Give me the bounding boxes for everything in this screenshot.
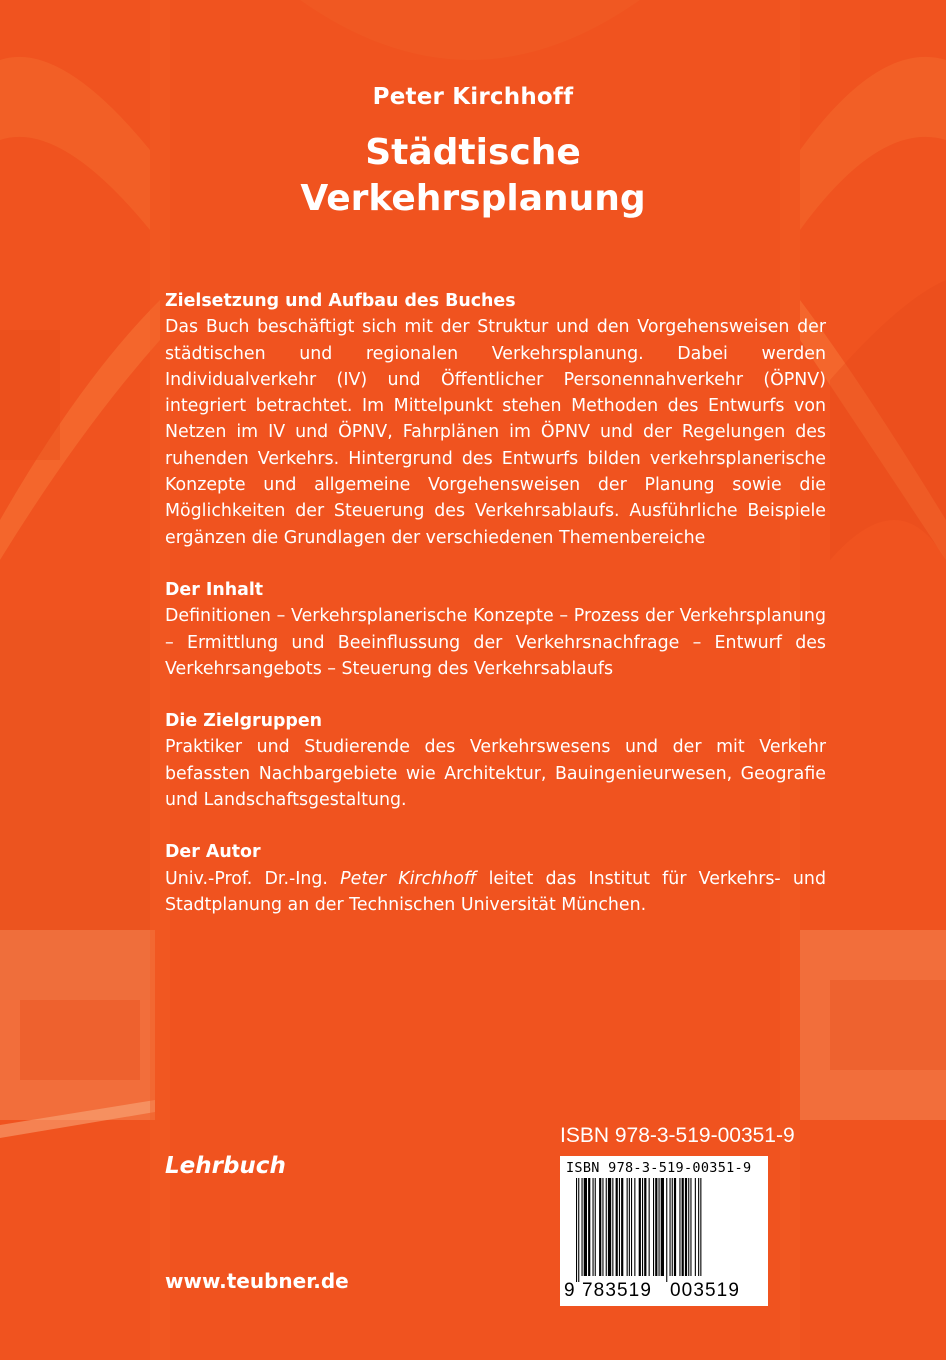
- barcode-bar: [674, 1178, 676, 1276]
- barcode-bar: [576, 1178, 577, 1282]
- barcode-bar: [688, 1178, 689, 1276]
- barcode-bar: [679, 1178, 680, 1276]
- barcode-bar: [616, 1178, 618, 1276]
- barcode-bar: [631, 1178, 632, 1276]
- barcode-bars: [576, 1178, 756, 1282]
- barcode-bar: [659, 1178, 660, 1276]
- barcode-bar: [644, 1178, 646, 1276]
- barcode-bar: [593, 1178, 594, 1276]
- barcode-bar: [639, 1178, 641, 1276]
- barcode-bar: [584, 1178, 587, 1276]
- section-heading: Zielsetzung und Aufbau des Buches: [165, 291, 516, 311]
- section-text: Praktiker und Studierende des Verkehrswesens und der mit Verkehr befassten Nachbargebiete wie Architektur, Bauingenieurwesen, Geografie und Landschaftsgestaltung.: [165, 737, 826, 811]
- barcode-right-digits: 003519: [670, 1280, 741, 1301]
- section-author: [165, 839, 826, 918]
- barcode-bar: [621, 1178, 623, 1276]
- section-text: [165, 866, 826, 919]
- barcode-bar: [685, 1178, 687, 1276]
- author-name: Peter Kirchhoff: [372, 84, 574, 110]
- barcode-bar: [595, 1178, 596, 1276]
- section-contents: [165, 577, 826, 682]
- barcode-bar: [695, 1178, 696, 1276]
- barcode-bar: [690, 1178, 691, 1276]
- barcode-bar: [670, 1178, 671, 1276]
- barcode-bar: [672, 1178, 673, 1276]
- publisher-url[interactable]: www.teubner.de: [165, 1269, 349, 1293]
- series-label: Lehrbuch: [165, 1153, 286, 1179]
- isbn-label: ISBN 978-3-519-00351-9: [560, 1124, 795, 1147]
- barcode-bar: [682, 1178, 684, 1276]
- barcode-bar: [602, 1178, 603, 1276]
- author-name-italic: Peter Kirchhoff: [340, 868, 477, 889]
- barcode-bar: [599, 1178, 601, 1276]
- section-text: Definitionen – Verkehrsplanerische Konzepte – Prozess der Verkehrsplanung – Ermittlung und Beeinflussung der Verkehrsnachfrage – Entwurf des Verkehrsangebots – Steuerung des Verkehrsablaufs: [165, 606, 826, 679]
- barcode-bar: [666, 1178, 667, 1282]
- barcode-left-digits: 783519: [582, 1280, 653, 1301]
- section-text: Das Buch beschäftigt sich mit der Struktur und den Vorgehensweisen der städtischen und regionalen Verkehrsplanung. Dabei werden Individualverkehr (IV) und Öffentlicher Personennahverkehr (ÖPNV) integriert betrachtet. Im Mittelpunkt stehen Methoden des Entwurfs von Netzen im IV und ÖPNV, Fahrplänen im ÖPNV und der Regelungen des ruhenden Verkehrs. Hintergrund des Entwurfs bilden verkehrsplanerische Konzepte und allgemeine Vorgehensweisen der Planung sowie die Möglichkeiten der Steuerung des Verkehrsablaufs. Ausführliche Beispiele ergänzen die Grundlagen der verschiedenen Themenbereiche: [165, 317, 826, 548]
- title-line-1: Städtische: [365, 132, 581, 173]
- barcode-bar: [612, 1178, 613, 1276]
- section-goals: [165, 288, 826, 551]
- barcode-bar: [642, 1178, 643, 1276]
- section-heading: Der Autor: [165, 842, 261, 863]
- book-title: [0, 130, 946, 222]
- barcode: [560, 1156, 768, 1306]
- barcode-bar: [698, 1178, 699, 1276]
- section-heading: Die Zielgruppen: [165, 711, 323, 732]
- barcode-bar: [634, 1178, 635, 1276]
- barcode-bar: [627, 1178, 628, 1276]
- barcode-first-digit: 9: [564, 1280, 576, 1301]
- author-text-before: Univ.-Prof. Dr.-Ing.: [165, 868, 341, 889]
- title-line-2: Verkehrsplanung: [300, 178, 646, 219]
- author-text-after: leitet das Institut für Verkehrs- und Stadtplanung an der Technischen Universität München.: [165, 868, 826, 915]
- barcode-bar: [661, 1178, 664, 1276]
- barcode-bar: [588, 1178, 590, 1276]
- barcode-isbn-text: ISBN 978-3-519-00351-9: [566, 1160, 752, 1176]
- section-audience: [165, 708, 826, 813]
- barcode-bar: [653, 1178, 654, 1276]
- barcode-bar: [655, 1178, 657, 1276]
- barcode-bar: [608, 1178, 611, 1276]
- barcode-bar: [629, 1178, 630, 1276]
- barcode-bar: [578, 1178, 579, 1282]
- barcode-bar: [582, 1178, 583, 1276]
- barcode-bar: [700, 1178, 701, 1276]
- barcode-bar: [619, 1178, 620, 1276]
- barcode-bar: [606, 1178, 607, 1276]
- barcode-bar: [649, 1178, 650, 1276]
- section-heading: Der Inhalt: [165, 579, 264, 600]
- description: [165, 288, 826, 944]
